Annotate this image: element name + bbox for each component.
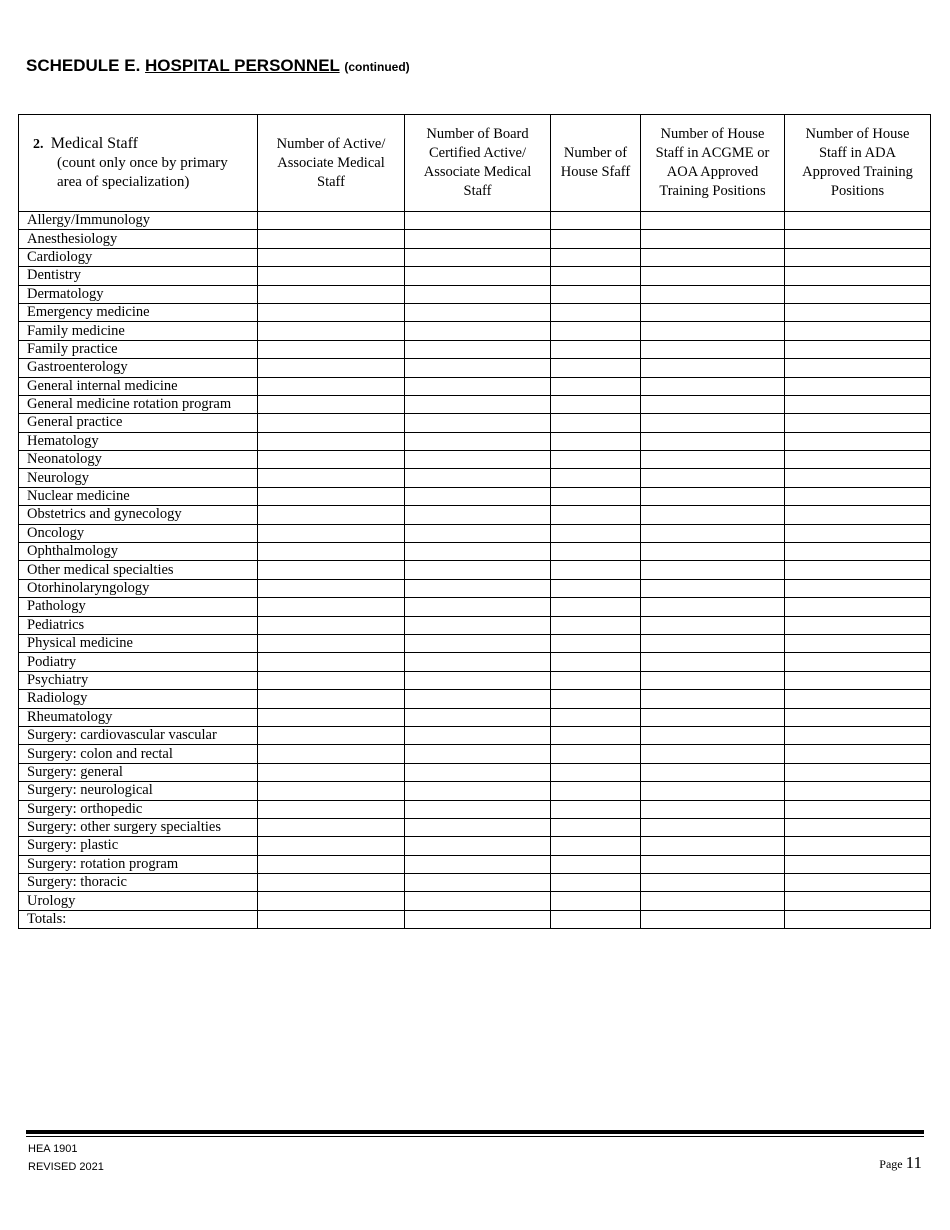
entry-cell[interactable] bbox=[551, 395, 641, 413]
table-row bbox=[19, 285, 931, 303]
entry-cell[interactable] bbox=[405, 818, 551, 836]
table-row bbox=[19, 212, 931, 230]
table-row bbox=[19, 874, 931, 892]
entry-cell[interactable] bbox=[258, 506, 405, 524]
entry-cell[interactable] bbox=[405, 543, 551, 561]
entry-cell[interactable] bbox=[551, 745, 641, 763]
specialty-label: General medicine rotation program bbox=[19, 395, 258, 413]
entry-cell[interactable] bbox=[405, 616, 551, 634]
entry-cell[interactable] bbox=[405, 524, 551, 542]
table-row bbox=[19, 745, 931, 763]
entry-cell[interactable] bbox=[258, 340, 405, 358]
table-row bbox=[19, 579, 931, 597]
entry-cell[interactable] bbox=[785, 653, 931, 671]
entry-cell[interactable] bbox=[785, 322, 931, 340]
entry-cell[interactable] bbox=[258, 432, 405, 450]
entry-cell[interactable] bbox=[785, 745, 931, 763]
specialty-label: Other medical specialties bbox=[19, 561, 258, 579]
entry-cell[interactable] bbox=[405, 285, 551, 303]
entry-cell[interactable] bbox=[641, 598, 785, 616]
table-row bbox=[19, 451, 931, 469]
entry-cell[interactable] bbox=[641, 543, 785, 561]
entry-cell[interactable] bbox=[258, 212, 405, 230]
specialty-label: Surgery: plastic bbox=[19, 837, 258, 855]
specialty-label: Cardiology bbox=[19, 248, 258, 266]
table-row bbox=[19, 653, 931, 671]
entry-cell[interactable] bbox=[785, 377, 931, 395]
entry-cell[interactable] bbox=[785, 616, 931, 634]
entry-cell[interactable] bbox=[641, 487, 785, 505]
specialty-label: Otorhinolaryngology bbox=[19, 579, 258, 597]
entry-cell[interactable] bbox=[405, 800, 551, 818]
specialty-label: Family practice bbox=[19, 340, 258, 358]
form-id: HEA 1901 bbox=[28, 1143, 78, 1155]
entry-cell[interactable] bbox=[258, 285, 405, 303]
entry-cell[interactable] bbox=[258, 267, 405, 285]
entry-cell[interactable] bbox=[258, 653, 405, 671]
entry-cell[interactable] bbox=[785, 763, 931, 781]
entry-cell[interactable] bbox=[551, 837, 641, 855]
entry-cell[interactable] bbox=[405, 745, 551, 763]
table-row bbox=[19, 726, 931, 744]
entry-cell[interactable] bbox=[405, 855, 551, 873]
entry-cell[interactable] bbox=[258, 303, 405, 321]
entry-cell[interactable] bbox=[551, 763, 641, 781]
entry-cell[interactable] bbox=[785, 285, 931, 303]
table-row bbox=[19, 230, 931, 248]
specialty-label: General internal medicine bbox=[19, 377, 258, 395]
footer-rule-thin bbox=[26, 1136, 924, 1137]
entry-cell[interactable] bbox=[258, 524, 405, 542]
entry-cell[interactable] bbox=[405, 395, 551, 413]
entry-cell[interactable] bbox=[641, 451, 785, 469]
entry-cell[interactable] bbox=[405, 248, 551, 266]
entry-cell[interactable] bbox=[785, 800, 931, 818]
table-row bbox=[19, 432, 931, 450]
entry-cell[interactable] bbox=[258, 855, 405, 873]
entry-cell[interactable] bbox=[258, 359, 405, 377]
entry-cell[interactable] bbox=[641, 303, 785, 321]
table-row bbox=[19, 763, 931, 781]
entry-cell[interactable] bbox=[258, 579, 405, 597]
entry-cell[interactable] bbox=[785, 726, 931, 744]
entry-cell[interactable] bbox=[641, 524, 785, 542]
entry-cell[interactable] bbox=[258, 763, 405, 781]
entry-cell[interactable] bbox=[258, 690, 405, 708]
entry-cell[interactable] bbox=[641, 690, 785, 708]
medical-staff-table bbox=[18, 114, 931, 929]
entry-cell[interactable] bbox=[551, 800, 641, 818]
column-header-acgme-aoa: Number of House Staff in ACGME or AOA Approved Training Positions bbox=[641, 115, 785, 212]
specialty-label: Psychiatry bbox=[19, 671, 258, 689]
entry-cell[interactable] bbox=[785, 230, 931, 248]
table-row bbox=[19, 708, 931, 726]
section-title: Medical Staff bbox=[50, 135, 138, 152]
schedule-title: HOSPITAL PERSONNEL bbox=[145, 56, 340, 75]
table-row bbox=[19, 616, 931, 634]
specialty-label: Podiatry bbox=[19, 653, 258, 671]
footer-form-info bbox=[28, 1140, 104, 1176]
entry-cell[interactable] bbox=[785, 212, 931, 230]
column-header-house-staff: Number of House Sfaff bbox=[551, 115, 641, 212]
entry-cell[interactable] bbox=[258, 726, 405, 744]
entry-cell[interactable] bbox=[551, 634, 641, 652]
entry-cell[interactable] bbox=[785, 487, 931, 505]
specialty-label: Pediatrics bbox=[19, 616, 258, 634]
entry-cell[interactable] bbox=[258, 598, 405, 616]
schedule-suffix: (continued) bbox=[344, 60, 410, 74]
specialty-label: Allergy/Immunology bbox=[19, 212, 258, 230]
table-row bbox=[19, 248, 931, 266]
entry-cell[interactable] bbox=[785, 248, 931, 266]
entry-cell[interactable] bbox=[641, 763, 785, 781]
entry-cell[interactable] bbox=[641, 377, 785, 395]
entry-cell[interactable] bbox=[551, 432, 641, 450]
entry-cell[interactable] bbox=[258, 634, 405, 652]
entry-cell[interactable] bbox=[641, 248, 785, 266]
entry-cell[interactable] bbox=[551, 690, 641, 708]
entry-cell[interactable] bbox=[785, 340, 931, 358]
entry-cell[interactable] bbox=[641, 414, 785, 432]
entry-cell[interactable] bbox=[785, 874, 931, 892]
entry-cell[interactable] bbox=[551, 874, 641, 892]
section-number: 2. bbox=[33, 137, 44, 152]
specialty-label: Surgery: thoracic bbox=[19, 874, 258, 892]
entry-cell[interactable] bbox=[785, 818, 931, 836]
schedule-prefix: SCHEDULE E. bbox=[26, 56, 141, 75]
entry-cell[interactable] bbox=[405, 432, 551, 450]
medical-staff-header bbox=[19, 115, 258, 212]
entry-cell[interactable] bbox=[785, 506, 931, 524]
specialty-label: Surgery: neurological bbox=[19, 782, 258, 800]
entry-cell[interactable] bbox=[785, 451, 931, 469]
table-row bbox=[19, 782, 931, 800]
entry-cell[interactable] bbox=[551, 451, 641, 469]
revised-date: REVISED 2021 bbox=[28, 1161, 104, 1173]
entry-cell[interactable] bbox=[551, 524, 641, 542]
specialty-label: Urology bbox=[19, 892, 258, 910]
entry-cell[interactable] bbox=[641, 506, 785, 524]
column-header-ada: Number of House Staff in ADA Approved Training Positions bbox=[785, 115, 931, 212]
entry-cell[interactable] bbox=[258, 451, 405, 469]
entry-cell[interactable] bbox=[405, 303, 551, 321]
entry-cell[interactable] bbox=[405, 451, 551, 469]
entry-cell[interactable] bbox=[785, 634, 931, 652]
entry-cell[interactable] bbox=[641, 212, 785, 230]
table-row bbox=[19, 910, 931, 928]
schedule-heading bbox=[26, 56, 410, 76]
entry-cell[interactable] bbox=[785, 782, 931, 800]
table-row bbox=[19, 267, 931, 285]
entry-cell[interactable] bbox=[258, 248, 405, 266]
specialty-label: Totals: bbox=[19, 910, 258, 928]
entry-cell[interactable] bbox=[785, 432, 931, 450]
entry-cell[interactable] bbox=[785, 395, 931, 413]
entry-cell[interactable] bbox=[551, 726, 641, 744]
entry-cell[interactable] bbox=[551, 414, 641, 432]
entry-cell[interactable] bbox=[551, 561, 641, 579]
entry-cell[interactable] bbox=[785, 708, 931, 726]
entry-cell[interactable] bbox=[551, 543, 641, 561]
entry-cell[interactable] bbox=[258, 377, 405, 395]
entry-cell[interactable] bbox=[405, 892, 551, 910]
entry-cell[interactable] bbox=[258, 782, 405, 800]
entry-cell[interactable] bbox=[785, 359, 931, 377]
entry-cell[interactable] bbox=[641, 874, 785, 892]
entry-cell[interactable] bbox=[258, 671, 405, 689]
entry-cell[interactable] bbox=[551, 671, 641, 689]
table-row bbox=[19, 892, 931, 910]
entry-cell[interactable] bbox=[258, 543, 405, 561]
specialty-label: Neurology bbox=[19, 469, 258, 487]
entry-cell[interactable] bbox=[641, 230, 785, 248]
entry-cell[interactable] bbox=[551, 285, 641, 303]
entry-cell[interactable] bbox=[551, 598, 641, 616]
specialty-label: Surgery: cardiovascular vascular bbox=[19, 726, 258, 744]
entry-cell[interactable] bbox=[405, 598, 551, 616]
entry-cell[interactable] bbox=[785, 561, 931, 579]
entry-cell[interactable] bbox=[258, 230, 405, 248]
entry-cell[interactable] bbox=[405, 340, 551, 358]
entry-cell[interactable] bbox=[785, 524, 931, 542]
entry-cell[interactable] bbox=[641, 837, 785, 855]
entry-cell[interactable] bbox=[405, 782, 551, 800]
table-row bbox=[19, 690, 931, 708]
entry-cell[interactable] bbox=[405, 469, 551, 487]
entry-cell[interactable] bbox=[785, 671, 931, 689]
column-header-board-certified: Number of Board Certified Active/ Associate Medical Staff bbox=[405, 115, 551, 212]
table-row bbox=[19, 414, 931, 432]
page-number-block bbox=[879, 1153, 922, 1173]
entry-cell[interactable] bbox=[258, 322, 405, 340]
entry-cell[interactable] bbox=[405, 634, 551, 652]
specialty-label: Oncology bbox=[19, 524, 258, 542]
table-row bbox=[19, 359, 931, 377]
entry-cell[interactable] bbox=[551, 616, 641, 634]
specialty-label: Surgery: orthopedic bbox=[19, 800, 258, 818]
entry-cell[interactable] bbox=[258, 708, 405, 726]
entry-cell[interactable] bbox=[641, 818, 785, 836]
entry-cell[interactable] bbox=[551, 855, 641, 873]
entry-cell[interactable] bbox=[641, 561, 785, 579]
entry-cell[interactable] bbox=[641, 800, 785, 818]
entry-cell[interactable] bbox=[641, 267, 785, 285]
entry-cell[interactable] bbox=[785, 579, 931, 597]
entry-cell[interactable] bbox=[641, 653, 785, 671]
entry-cell[interactable] bbox=[405, 910, 551, 928]
entry-cell[interactable] bbox=[641, 359, 785, 377]
entry-cell[interactable] bbox=[258, 910, 405, 928]
entry-cell[interactable] bbox=[258, 469, 405, 487]
table-row bbox=[19, 395, 931, 413]
table-row bbox=[19, 855, 931, 873]
page-number: 11 bbox=[905, 1153, 922, 1172]
entry-cell[interactable] bbox=[641, 432, 785, 450]
entry-cell[interactable] bbox=[258, 561, 405, 579]
specialty-label: Surgery: other surgery specialties bbox=[19, 818, 258, 836]
entry-cell[interactable] bbox=[258, 487, 405, 505]
entry-cell[interactable] bbox=[405, 322, 551, 340]
specialty-label: Gastroenterology bbox=[19, 359, 258, 377]
entry-cell[interactable] bbox=[405, 671, 551, 689]
page-label: Page bbox=[879, 1157, 903, 1171]
entry-cell[interactable] bbox=[551, 910, 641, 928]
entry-cell[interactable] bbox=[551, 359, 641, 377]
entry-cell[interactable] bbox=[641, 782, 785, 800]
table-row bbox=[19, 671, 931, 689]
entry-cell[interactable] bbox=[785, 267, 931, 285]
entry-cell[interactable] bbox=[551, 230, 641, 248]
specialty-label: Ophthalmology bbox=[19, 543, 258, 561]
entry-cell[interactable] bbox=[551, 487, 641, 505]
entry-cell[interactable] bbox=[405, 267, 551, 285]
entry-cell[interactable] bbox=[551, 340, 641, 358]
specialty-label: Nuclear medicine bbox=[19, 487, 258, 505]
entry-cell[interactable] bbox=[405, 230, 551, 248]
entry-cell[interactable] bbox=[405, 414, 551, 432]
entry-cell[interactable] bbox=[641, 579, 785, 597]
entry-cell[interactable] bbox=[785, 837, 931, 855]
entry-cell[interactable] bbox=[405, 726, 551, 744]
entry-cell[interactable] bbox=[785, 892, 931, 910]
entry-cell[interactable] bbox=[551, 579, 641, 597]
entry-cell[interactable] bbox=[405, 653, 551, 671]
footer-rule bbox=[26, 1130, 924, 1134]
table-row bbox=[19, 837, 931, 855]
specialty-label: Emergency medicine bbox=[19, 303, 258, 321]
entry-cell[interactable] bbox=[641, 395, 785, 413]
specialty-label: Neonatology bbox=[19, 451, 258, 469]
entry-cell[interactable] bbox=[551, 818, 641, 836]
entry-cell[interactable] bbox=[641, 855, 785, 873]
entry-cell[interactable] bbox=[551, 212, 641, 230]
table-row bbox=[19, 561, 931, 579]
table-row bbox=[19, 377, 931, 395]
entry-cell[interactable] bbox=[785, 690, 931, 708]
entry-cell[interactable] bbox=[641, 910, 785, 928]
entry-cell[interactable] bbox=[405, 377, 551, 395]
entry-cell[interactable] bbox=[641, 322, 785, 340]
entry-cell[interactable] bbox=[405, 359, 551, 377]
entry-cell[interactable] bbox=[785, 414, 931, 432]
specialty-label: Obstetrics and gynecology bbox=[19, 506, 258, 524]
entry-cell[interactable] bbox=[785, 855, 931, 873]
entry-cell[interactable] bbox=[641, 745, 785, 763]
entry-cell[interactable] bbox=[785, 543, 931, 561]
entry-cell[interactable] bbox=[258, 818, 405, 836]
entry-cell[interactable] bbox=[785, 469, 931, 487]
entry-cell[interactable] bbox=[551, 303, 641, 321]
table-row bbox=[19, 322, 931, 340]
entry-cell[interactable] bbox=[785, 910, 931, 928]
entry-cell[interactable] bbox=[641, 726, 785, 744]
entry-cell[interactable] bbox=[405, 487, 551, 505]
specialty-label: Dentistry bbox=[19, 267, 258, 285]
table-row bbox=[19, 598, 931, 616]
entry-cell[interactable] bbox=[258, 892, 405, 910]
specialty-label: Dermatology bbox=[19, 285, 258, 303]
entry-cell[interactable] bbox=[405, 690, 551, 708]
specialty-label: Hematology bbox=[19, 432, 258, 450]
entry-cell[interactable] bbox=[641, 634, 785, 652]
entry-cell[interactable] bbox=[551, 892, 641, 910]
table-row bbox=[19, 506, 931, 524]
entry-cell[interactable] bbox=[405, 506, 551, 524]
entry-cell[interactable] bbox=[551, 506, 641, 524]
entry-cell[interactable] bbox=[405, 708, 551, 726]
entry-cell[interactable] bbox=[551, 469, 641, 487]
entry-cell[interactable] bbox=[405, 579, 551, 597]
entry-cell[interactable] bbox=[551, 708, 641, 726]
entry-cell[interactable] bbox=[258, 616, 405, 634]
entry-cell[interactable] bbox=[405, 763, 551, 781]
entry-cell[interactable] bbox=[641, 340, 785, 358]
entry-cell[interactable] bbox=[785, 303, 931, 321]
specialty-label: Family medicine bbox=[19, 322, 258, 340]
section-subtitle: (count only once by primary area of specialization) bbox=[57, 155, 228, 190]
entry-cell[interactable] bbox=[551, 322, 641, 340]
entry-cell[interactable] bbox=[785, 598, 931, 616]
specialty-label: Surgery: rotation program bbox=[19, 855, 258, 873]
entry-cell[interactable] bbox=[405, 561, 551, 579]
entry-cell[interactable] bbox=[551, 248, 641, 266]
entry-cell[interactable] bbox=[641, 892, 785, 910]
table-row bbox=[19, 524, 931, 542]
entry-cell[interactable] bbox=[551, 267, 641, 285]
specialty-label: Radiology bbox=[19, 690, 258, 708]
table-row bbox=[19, 634, 931, 652]
specialty-label: Anesthesiology bbox=[19, 230, 258, 248]
entry-cell[interactable] bbox=[641, 671, 785, 689]
entry-cell[interactable] bbox=[405, 212, 551, 230]
entry-cell[interactable] bbox=[551, 653, 641, 671]
entry-cell[interactable] bbox=[405, 874, 551, 892]
table-row bbox=[19, 340, 931, 358]
entry-cell[interactable] bbox=[405, 837, 551, 855]
specialty-label: Pathology bbox=[19, 598, 258, 616]
entry-cell[interactable] bbox=[551, 377, 641, 395]
table-row bbox=[19, 543, 931, 561]
entry-cell[interactable] bbox=[258, 837, 405, 855]
entry-cell[interactable] bbox=[641, 708, 785, 726]
column-header-active-staff: Number of Active/ Associate Medical Staff bbox=[258, 115, 405, 212]
specialty-label: General practice bbox=[19, 414, 258, 432]
entry-cell[interactable] bbox=[641, 469, 785, 487]
table-row bbox=[19, 487, 931, 505]
entry-cell[interactable] bbox=[258, 800, 405, 818]
entry-cell[interactable] bbox=[551, 782, 641, 800]
entry-cell[interactable] bbox=[641, 285, 785, 303]
table-row bbox=[19, 818, 931, 836]
table-header-row bbox=[19, 115, 931, 212]
table-row bbox=[19, 800, 931, 818]
specialty-label: Rheumatology bbox=[19, 708, 258, 726]
table-row bbox=[19, 469, 931, 487]
entry-cell[interactable] bbox=[258, 874, 405, 892]
specialty-label: Surgery: colon and rectal bbox=[19, 745, 258, 763]
table-row bbox=[19, 303, 931, 321]
entry-cell[interactable] bbox=[258, 414, 405, 432]
entry-cell[interactable] bbox=[258, 745, 405, 763]
specialty-label: Physical medicine bbox=[19, 634, 258, 652]
specialty-label: Surgery: general bbox=[19, 763, 258, 781]
entry-cell[interactable] bbox=[258, 395, 405, 413]
entry-cell[interactable] bbox=[641, 616, 785, 634]
